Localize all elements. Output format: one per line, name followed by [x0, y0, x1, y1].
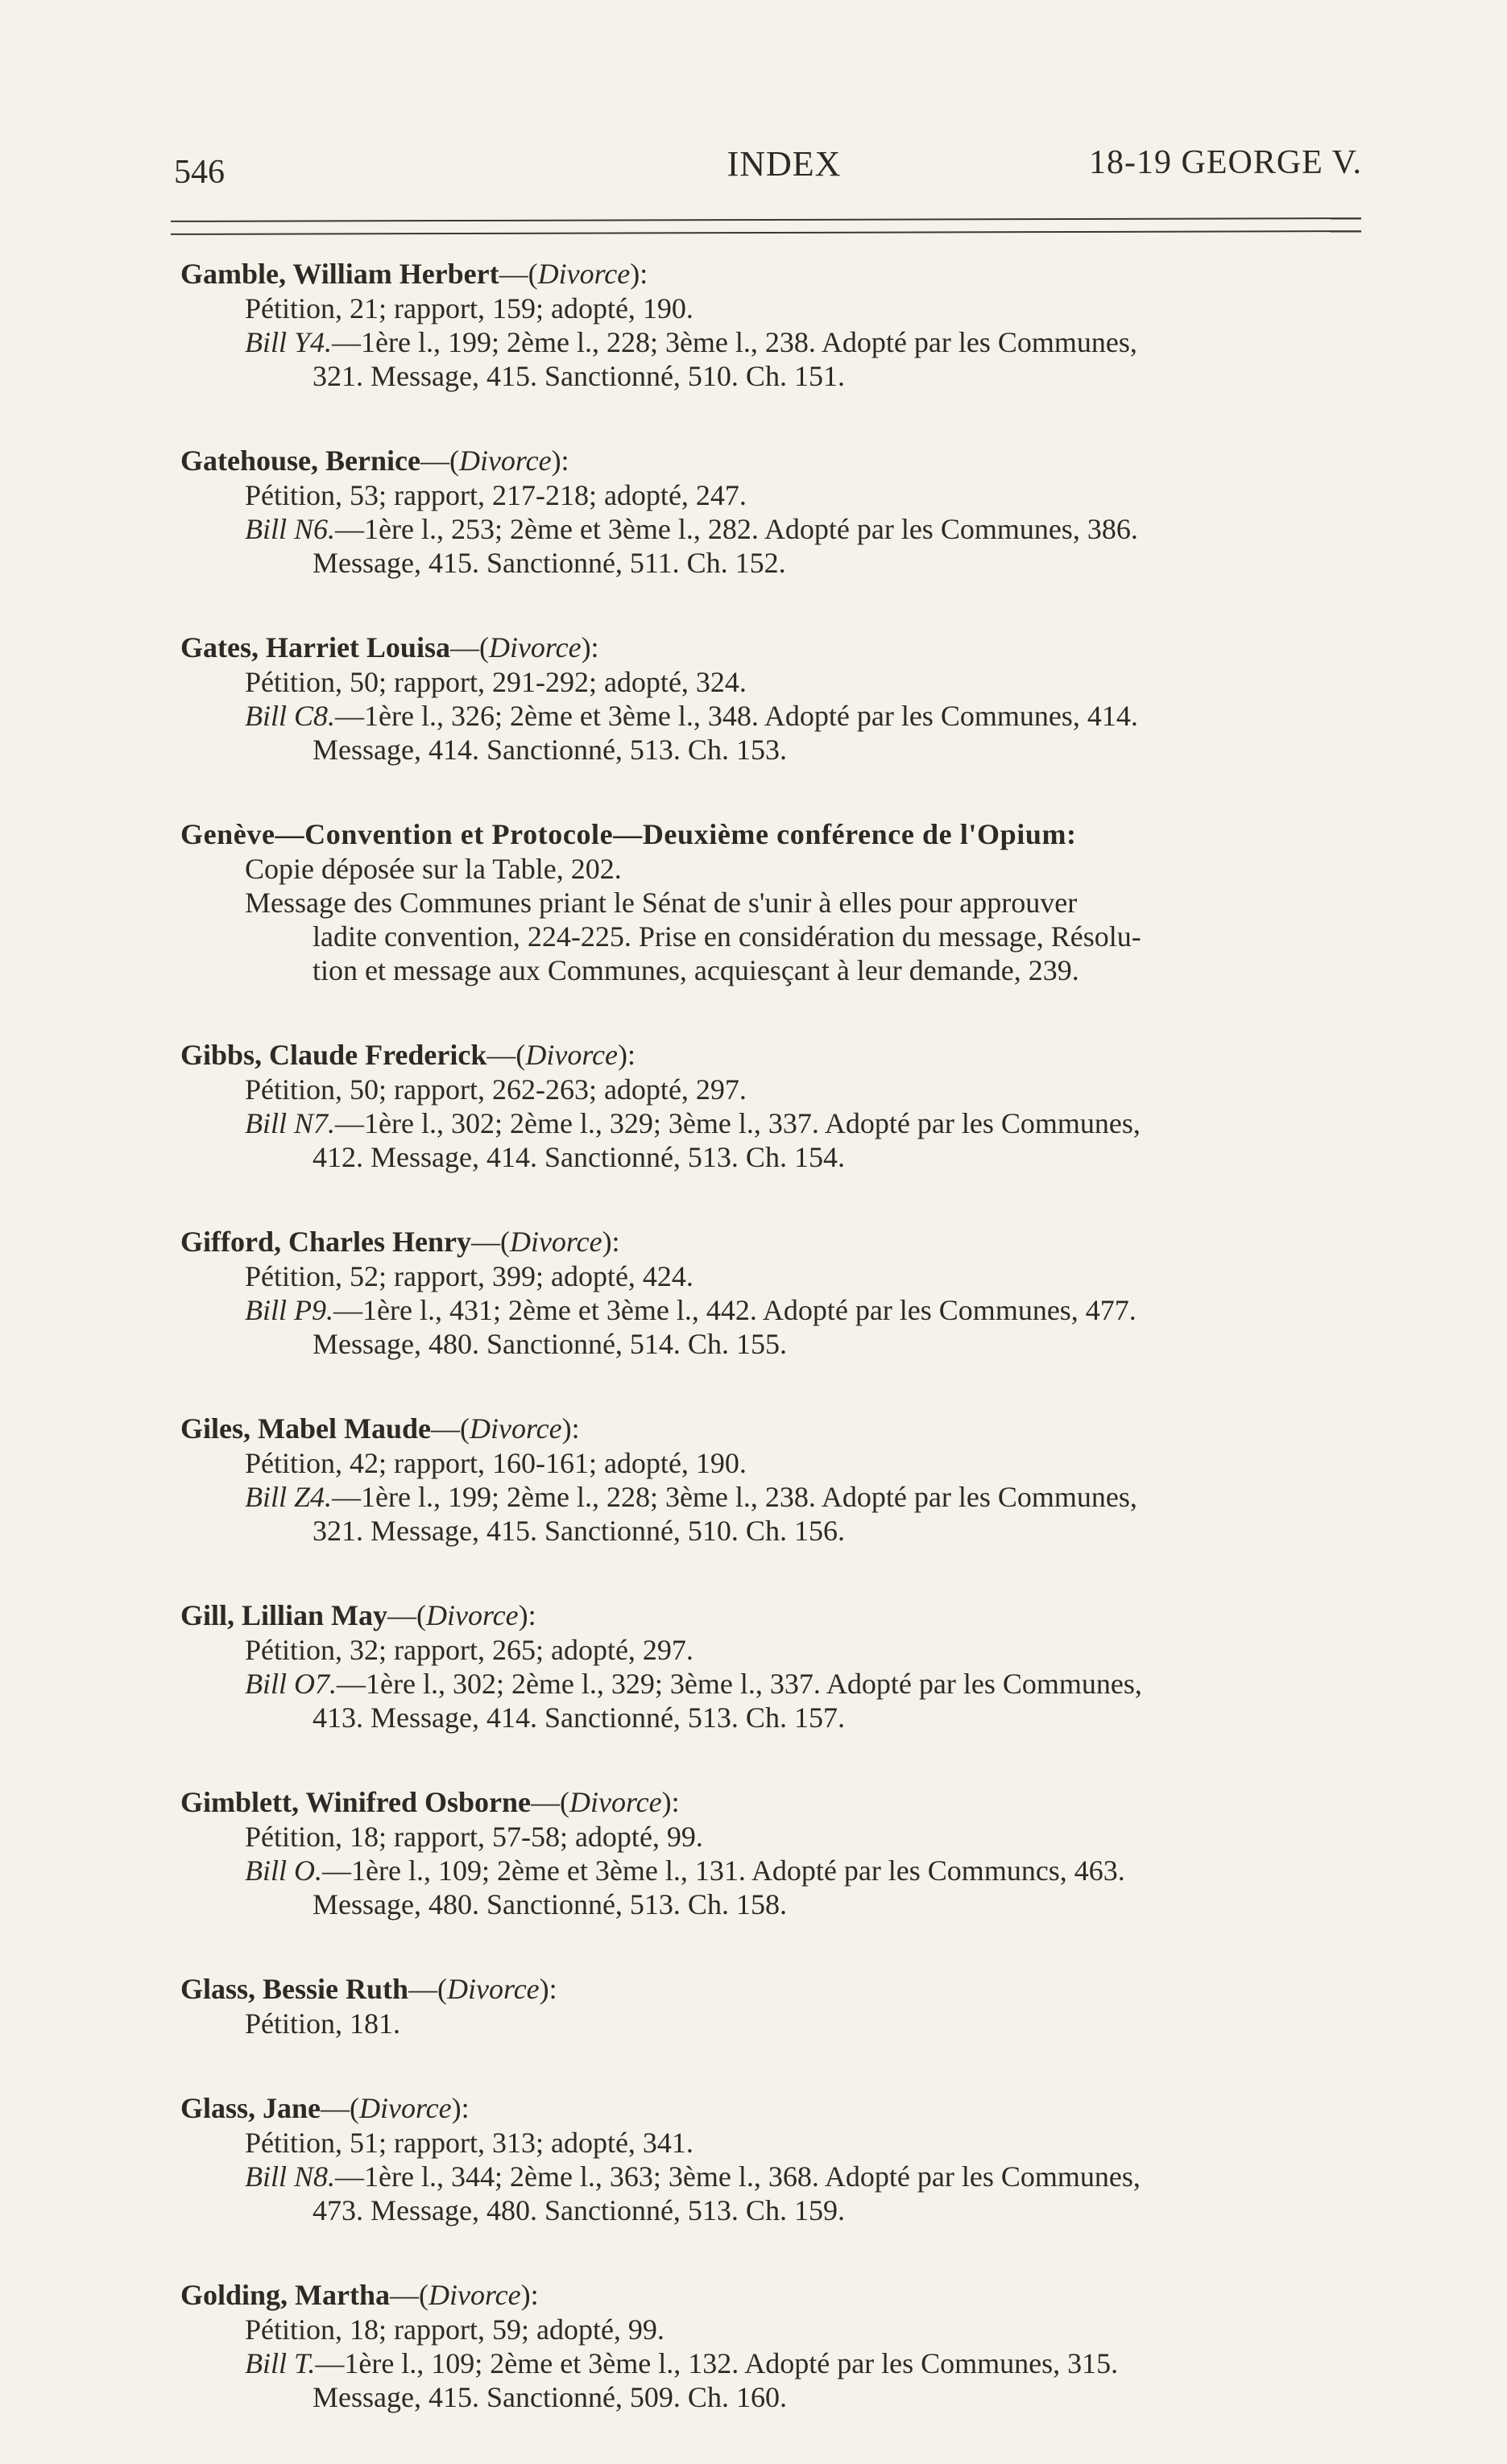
entry-name: Genève—Convention et Protocole—Deuxième conférence de l'Opium:	[180, 818, 1077, 850]
entry-heading: Giles, Mabel Maude—(Divorce):	[180, 1412, 580, 1445]
bill-number: Bill O.	[245, 1854, 322, 1887]
entry-name: Glass, Bessie Ruth	[180, 1973, 409, 2005]
entry-heading: Gates, Harriet Louisa—(Divorce):	[180, 631, 599, 664]
bill-line	[180, 2160, 1389, 2193]
entry-heading: Gimblett, Winifred Osborne—(Divorce):	[180, 1786, 680, 1818]
continuation-line: 473. Message, 480. Sanctionné, 513. Ch. 159.	[313, 2194, 845, 2226]
petition-line: Pétition, 53; rapport, 217-218; adopté, 247.	[245, 479, 747, 511]
continuation-line: tion et message aux Communes, acquiesçant à leur demande, 239.	[313, 954, 1079, 986]
entry-kind: Divorce	[469, 1412, 562, 1445]
index-entry	[180, 1598, 1389, 1734]
bill-number: Bill P9.	[245, 1294, 333, 1326]
entry-heading: Glass, Jane—(Divorce):	[180, 2092, 470, 2124]
continuation-line: 413. Message, 414. Sanctionné, 513. Ch. 157.	[313, 1701, 845, 1734]
entry-kind: Divorce	[488, 631, 582, 664]
bill-number: Bill Z4.	[245, 1481, 333, 1513]
bill-line	[180, 512, 1389, 546]
petition-line: Pétition, 18; rapport, 57-58; adopté, 99.	[245, 1821, 703, 1853]
index-entry	[180, 630, 1389, 767]
entry-heading: Gamble, William Herbert—(Divorce):	[180, 258, 648, 290]
entry-kind: Divorce	[458, 444, 552, 477]
index-entry	[180, 1224, 1389, 1361]
bill-line	[180, 1667, 1389, 1701]
continuation-line: ladite convention, 224-225. Prise en considération du message, Résolu-	[313, 920, 1141, 953]
entry-heading: Glass, Bessie Ruth—(Divorce):	[180, 1973, 557, 2005]
petition-line: Pétition, 181.	[245, 2007, 401, 2040]
bill-text: —1ère l., 109; 2ème et 3ème l., 131. Adopté par les Communcs, 463.	[322, 1854, 1125, 1887]
bill-number: Bill O7.	[245, 1668, 337, 1700]
bill-line	[180, 699, 1389, 733]
page-title: INDEX	[727, 144, 842, 184]
bill-line	[180, 1106, 1389, 1140]
index-entry	[180, 256, 1389, 393]
entry-name: Gibbs, Claude Frederick	[180, 1039, 487, 1071]
entry-name: Gifford, Charles Henry	[180, 1226, 471, 1258]
bill-text: —1ère l., 199; 2ème l., 228; 3ème l., 238. Adopté par les Communes,	[332, 326, 1137, 358]
entry-kind: Divorce	[509, 1226, 602, 1258]
entry-heading: Gatehouse, Bernice—(Divorce):	[180, 444, 569, 477]
continuation-line: Message, 414. Sanctionné, 513. Ch. 153.	[313, 734, 787, 766]
entry-heading	[180, 817, 1389, 852]
continuation-line: Message, 415. Sanctionné, 509. Ch. 160.	[313, 2381, 787, 2413]
entry-kind: Divorce	[569, 1786, 662, 1818]
bill-text: —1ère l., 344; 2ème l., 363; 3ème l., 368. Adopté par les Communes,	[335, 2160, 1141, 2193]
running-head: 18-19 GEORGE V.	[1089, 144, 1362, 181]
page-header	[174, 142, 1362, 198]
bill-number: Bill N6.	[245, 513, 336, 545]
index-entry	[180, 1037, 1389, 1174]
petition-line: Pétition, 32; rapport, 265; adopté, 297.	[245, 1634, 693, 1666]
bill-line	[180, 1293, 1389, 1327]
entry-heading: Gifford, Charles Henry—(Divorce):	[180, 1226, 620, 1258]
entry-name: Golding, Martha	[180, 2279, 391, 2311]
continuation-line: Message, 480. Sanctionné, 514. Ch. 155.	[313, 1328, 787, 1360]
entry-kind: Divorce	[537, 258, 631, 290]
message-line: Message des Communes priant le Sénat de s'unir à elles pour approuver	[245, 887, 1078, 919]
bill-text: —1ère l., 326; 2ème et 3ème l., 348. Adopté par les Communes, 414.	[335, 700, 1138, 732]
entry-heading: Gill, Lillian May—(Divorce):	[180, 1599, 536, 1631]
petition-line: Pétition, 52; rapport, 399; adopté, 424.	[245, 1260, 693, 1292]
continuation-line: Message, 480. Sanctionné, 513. Ch. 158.	[313, 1888, 787, 1920]
bill-number: Bill C8.	[245, 700, 336, 732]
entry-kind: Divorce	[447, 1973, 540, 2005]
entry-kind: Divorce	[429, 2279, 521, 2311]
petition-line: Pétition, 50; rapport, 291-292; adopté, 324.	[245, 666, 747, 698]
index-entry	[180, 817, 1389, 987]
index-entry	[180, 2277, 1389, 2414]
index-entry	[180, 1971, 1389, 2040]
index-entry	[180, 1784, 1389, 1921]
petition-line: Pétition, 21; rapport, 159; adopté, 190.	[245, 292, 693, 325]
bill-number: Bill N8.	[245, 2160, 336, 2193]
bill-text: —1ère l., 253; 2ème et 3ème l., 282. Adopté par les Communes, 386.	[335, 513, 1138, 545]
continuation-line: Message, 415. Sanctionné, 511. Ch. 152.	[313, 547, 786, 579]
entry-name: Glass, Jane	[180, 2092, 321, 2124]
continuation-line: 321. Message, 415. Sanctionné, 510. Ch. 156.	[313, 1515, 845, 1547]
bill-text: —1ère l., 199; 2ème l., 228; 3ème l., 238. Adopté par les Communes,	[332, 1481, 1137, 1513]
petition-line: Pétition, 51; rapport, 313; adopté, 341.	[245, 2127, 693, 2159]
bill-line	[180, 325, 1389, 359]
entry-name: Gates, Harriet Louisa	[180, 631, 450, 664]
entry-name: Gimblett, Winifred Osborne	[180, 1786, 532, 1818]
entry-kind: Divorce	[426, 1599, 519, 1631]
continuation-line: 321. Message, 415. Sanctionné, 510. Ch. 151.	[313, 360, 845, 392]
petition-line: Pétition, 50; rapport, 262-263; adopté, 297.	[245, 1073, 747, 1106]
page-number: 546	[174, 154, 225, 191]
index-entry	[180, 443, 1389, 580]
header-rule	[171, 217, 1361, 235]
entry-name: Giles, Mabel Maude	[180, 1412, 431, 1445]
index-entry	[180, 1411, 1389, 1548]
entry-name: Gill, Lillian May	[180, 1599, 388, 1631]
bill-number: Bill N7.	[245, 1107, 336, 1139]
entry-heading: Gibbs, Claude Frederick—(Divorce):	[180, 1039, 636, 1071]
entry-name: Gatehouse, Bernice	[180, 444, 420, 477]
bill-text: —1ère l., 302; 2ème l., 329; 3ème l., 337. Adopté par les Communes,	[337, 1668, 1142, 1700]
index-entry	[180, 2090, 1389, 2227]
bill-line	[180, 1854, 1389, 1887]
document-line: Copie déposée sur la Table, 202.	[245, 853, 622, 885]
petition-line: Pétition, 18; rapport, 59; adopté, 99.	[245, 2313, 664, 2346]
petition-line: Pétition, 42; rapport, 160-161; adopté, 190.	[245, 1447, 747, 1479]
entry-name: Gamble, William Herbert	[180, 258, 499, 290]
entry-kind: Divorce	[525, 1039, 618, 1071]
continuation-line: 412. Message, 414. Sanctionné, 513. Ch. 154.	[313, 1141, 845, 1173]
bill-line	[180, 2346, 1389, 2380]
bill-text: —1ère l., 431; 2ème et 3ème l., 442. Adopté par les Communes, 477.	[333, 1294, 1136, 1326]
bill-number: Bill Y4.	[245, 326, 333, 358]
bill-text: —1ère l., 302; 2ème l., 329; 3ème l., 337. Adopté par les Communes,	[335, 1107, 1141, 1139]
bill-text: —1ère l., 109; 2ème et 3ème l., 132. Adopté par les Communes, 315.	[315, 2347, 1119, 2379]
index-entries	[180, 256, 1389, 2464]
bill-line	[180, 1480, 1389, 1514]
bill-number: Bill T.	[245, 2347, 316, 2379]
entry-heading: Golding, Martha—(Divorce):	[180, 2279, 539, 2311]
entry-kind: Divorce	[359, 2092, 452, 2124]
